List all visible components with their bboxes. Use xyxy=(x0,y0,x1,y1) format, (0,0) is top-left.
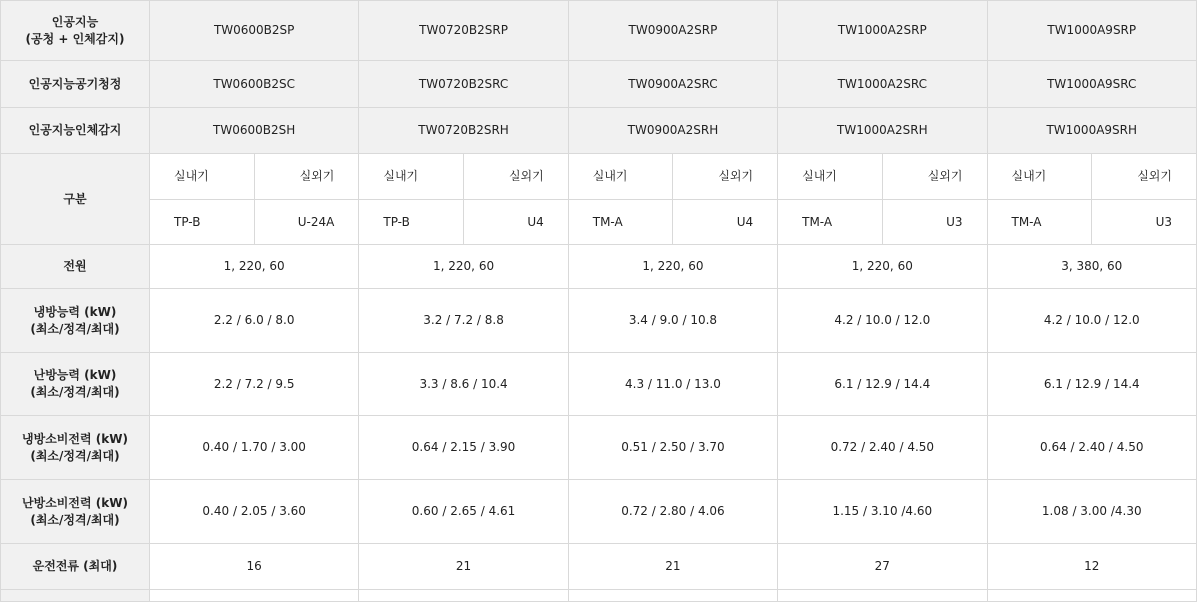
spec-value-cell: 6.1 / 12.9 / 14.4 xyxy=(987,353,1197,416)
row-label-line2: (최소/정격/최대) xyxy=(30,448,120,463)
model-cell: TW0720B2SRP xyxy=(359,1,568,61)
outdoor-unit-cell: U-24A xyxy=(254,200,359,245)
spec-value-cell: 0.60 / 2.65 / 4.61 xyxy=(359,480,568,544)
model-cell: TW0900A2SRC xyxy=(568,61,777,108)
row-label-line1: 냉방소비전력 (kW) xyxy=(22,431,128,446)
spec-value-cell: 0.72 / 2.40 / 4.50 xyxy=(778,416,987,480)
outdoor-unit-cell: U4 xyxy=(673,200,778,245)
table-row xyxy=(1,245,1197,289)
model-cell: TW1000A2SRP xyxy=(778,1,987,61)
spec-value-cell: 4.2 / 10.0 / 12.0 xyxy=(778,289,987,353)
model-cell: TW0720B2SRH xyxy=(359,108,568,154)
outdoor-unit-cell: U4 xyxy=(464,200,569,245)
row-label xyxy=(1,245,150,289)
row-label-line2: (최소/정격/최대) xyxy=(30,512,120,527)
spec-value-cell: 16 xyxy=(149,544,358,590)
model-cell: TW1000A2SRC xyxy=(778,61,987,108)
spec-value-cell: 3.2 / 7.2 / 8.8 xyxy=(359,289,568,353)
indoor-header: 실내기 xyxy=(149,154,254,200)
row-label-line1: 운전전류 (최대) xyxy=(32,559,118,573)
indoor-unit-cell: TP-B xyxy=(149,200,254,245)
row-label xyxy=(1,289,150,353)
model-cell: TW0900A2SRP xyxy=(568,1,777,61)
row-label-line2: (최소/정격/최대) xyxy=(30,385,120,399)
spec-value-cell: 0.64 / 2.15 / 3.90 xyxy=(359,416,568,480)
indoor-unit-cell: TM-A xyxy=(568,200,673,245)
table-row xyxy=(1,200,1197,245)
spec-value-cell: 12 xyxy=(987,544,1197,590)
outdoor-header: 실외기 xyxy=(254,154,359,200)
table-row xyxy=(1,353,1197,416)
row-label xyxy=(1,416,150,480)
model-cell: TW0720B2SRC xyxy=(359,61,568,108)
spec-value-cell: 0.72 / 2.80 / 4.06 xyxy=(568,480,777,544)
indoor-header: 실내기 xyxy=(568,154,673,200)
table-row xyxy=(1,61,1197,108)
table-row xyxy=(1,289,1197,353)
indoor-unit-cell: TM-A xyxy=(987,200,1092,245)
row-label-line1: 전원 xyxy=(63,259,87,273)
row-label-line1: 난방소비전력 (kW) xyxy=(22,495,128,510)
outdoor-unit-cell: U3 xyxy=(882,200,987,245)
row-label-line1: 인공지능공기청정 xyxy=(28,76,122,91)
row-label xyxy=(1,480,150,544)
table-row xyxy=(1,108,1197,154)
indoor-header: 실내기 xyxy=(359,154,464,200)
row-label-line2: (최소/정격/최대) xyxy=(30,321,120,336)
row-label-line2: (공청 + 인체감지) xyxy=(25,31,125,46)
spec-value-cell: 3, 380, 60 xyxy=(987,245,1197,289)
spec-value-cell: 2.2 / 6.0 / 8.0 xyxy=(149,289,358,353)
model-cell: TW1000A9SRC xyxy=(987,61,1197,108)
model-cell: TW1000A9SRP xyxy=(987,1,1197,61)
row-label-line1: 인공지능인체감지 xyxy=(28,123,122,137)
outdoor-header: 실외기 xyxy=(464,154,569,200)
spec-value-cell: 1, 220, 60 xyxy=(568,245,777,289)
indoor-unit-cell: TM-A xyxy=(778,200,883,245)
spec-value-cell: 2.2 / 7.2 / 9.5 xyxy=(149,353,358,416)
row-label xyxy=(1,1,150,61)
spec-value-cell: 3.4 / 9.0 / 10.8 xyxy=(568,289,777,353)
spec-value-cell: 4.3 / 11.0 / 13.0 xyxy=(568,353,777,416)
model-cell: TW1000A9SRH xyxy=(987,108,1197,154)
row-label-line1: 인공지능 xyxy=(51,14,99,29)
spec-value-cell: 21 xyxy=(568,544,777,590)
model-cell: TW0600B2SP xyxy=(149,1,358,61)
row-label-line1: 냉방능력 (kW) xyxy=(33,304,117,319)
spec-value-cell: 0.40 / 2.05 / 3.60 xyxy=(149,480,358,544)
spec-value-cell: 0.40 / 1.70 / 3.00 xyxy=(149,416,358,480)
table-row xyxy=(1,544,1197,590)
spec-value-cell: 21 xyxy=(359,544,568,590)
table-row xyxy=(1,416,1197,480)
outdoor-header: 실외기 xyxy=(1092,154,1197,200)
outdoor-unit-cell: U3 xyxy=(1092,200,1197,245)
spec-value-cell: 1.15 / 3.10 /4.60 xyxy=(778,480,987,544)
spec-value-cell: 4.2 / 10.0 / 12.0 xyxy=(987,289,1197,353)
model-cell: TW1000A2SRH xyxy=(778,108,987,154)
row-label xyxy=(1,61,150,108)
outdoor-header: 실외기 xyxy=(673,154,778,200)
table-row xyxy=(1,1,1197,61)
spec-value-cell: 3.3 / 8.6 / 10.4 xyxy=(359,353,568,416)
spec-value-cell: 0.51 / 2.50 / 3.70 xyxy=(568,416,777,480)
table-row xyxy=(1,480,1197,544)
spec-value-cell: 1, 220, 60 xyxy=(359,245,568,289)
indoor-header: 실내기 xyxy=(778,154,883,200)
spec-value-cell: 1, 220, 60 xyxy=(149,245,358,289)
indoor-header: 실내기 xyxy=(987,154,1092,200)
spec-value-cell: 1.08 / 3.00 /4.30 xyxy=(987,480,1197,544)
spec-value-cell: 0.64 / 2.40 / 4.50 xyxy=(987,416,1197,480)
division-label: 구분 xyxy=(1,154,150,245)
model-cell: TW0900A2SRH xyxy=(568,108,777,154)
table-row xyxy=(1,154,1197,200)
model-cell: TW0600B2SH xyxy=(149,108,358,154)
spec-value-cell: 27 xyxy=(778,544,987,590)
row-label xyxy=(1,108,150,154)
outdoor-header: 실외기 xyxy=(882,154,987,200)
row-label xyxy=(1,544,150,590)
spec-value-cell: 6.1 / 12.9 / 14.4 xyxy=(778,353,987,416)
spec-table-body xyxy=(1,1,1197,602)
row-label xyxy=(1,353,150,416)
row-label-line1: 난방능력 (kW) xyxy=(33,368,117,382)
indoor-unit-cell: TP-B xyxy=(359,200,464,245)
spec-value-cell: 1, 220, 60 xyxy=(778,245,987,289)
model-cell: TW0600B2SC xyxy=(149,61,358,108)
